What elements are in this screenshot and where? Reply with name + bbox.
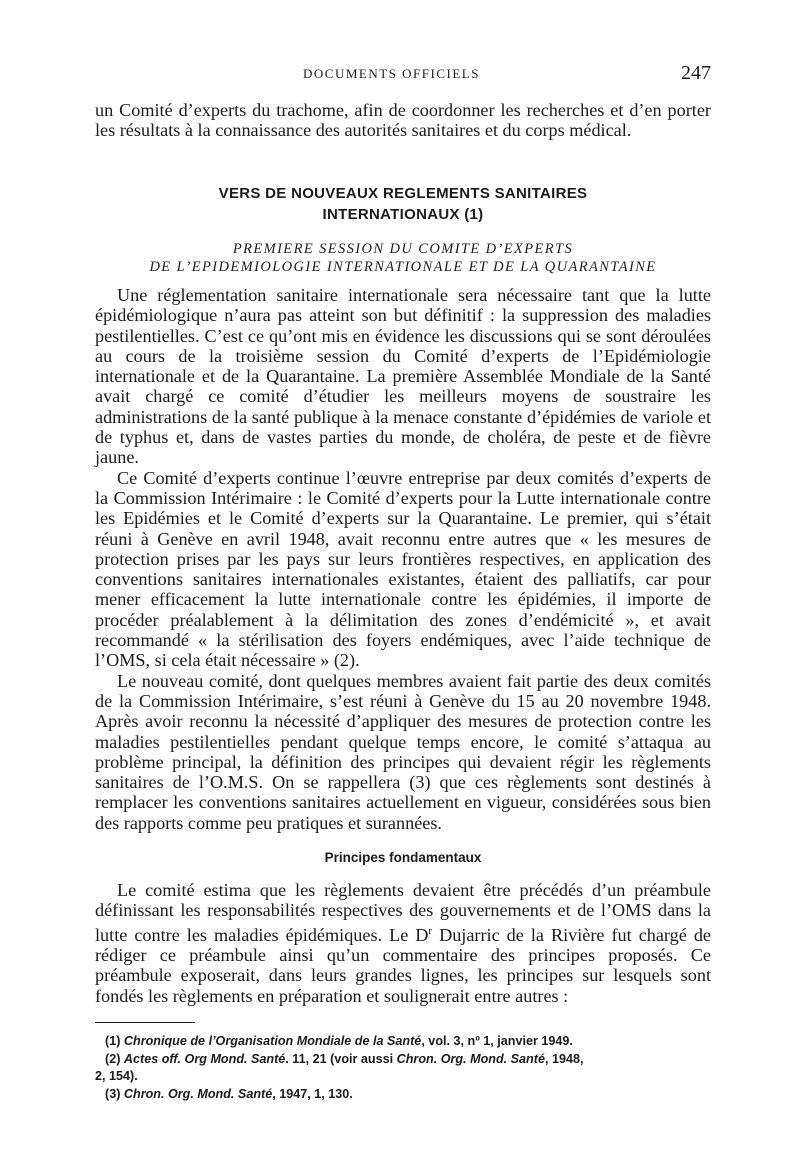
footnote-2-continuation — [95, 1068, 711, 1086]
paragraph-4-part2: Dujarric de la Rivière fut chargé de rédiger ce préambule ainsi qu’un commentaire des principes proposés. Ce préambule exposerait, dans leurs grandes lignes, les principes sur lesquels sont fondés les règlements en préparation et soulignerait entre autres : — [95, 924, 711, 1006]
footnote-2-source2: Chron. Org. Mond. Santé — [396, 1051, 545, 1066]
footnote-2-rest-line1: , 1948, — [544, 1051, 584, 1066]
subsection-title: Principes fondamentaux — [324, 850, 482, 865]
footnote-1-mark: (1) — [105, 1034, 121, 1048]
paragraph-1: Une réglementation sanitaire internationale sera nécessaire tant que la lutte épidémiologique n’aura pas atteint son but définitif : la suppression des maladies pestilentielles. C’est ce qu’ont mis en évidence les discussions qui se sont déroulées au cours de la troisième session du Comité d’experts de l’Epidémiologie internationale et de la Quarantaine. La première Assemblée Mondiale de la Santé avait chargé ce comité d’étudier les meilleurs moyens de soustraire les administrations de la santé publique à la menace constante d’épidémies de variole et de typhus et, dans de vastes parties du monde, de choléra, de peste et de fièvre jaune. — [95, 285, 711, 468]
paragraph-4-part1: Le comité estima que les règlements devaient être précédés d’un préambule définissant les responsabilités respectives des gouvernements et de l’OMS dans la lutte contre les maladies épidémiques. Le D — [95, 880, 711, 945]
paragraph-3: Le nouveau comité, dont quelques membres avaient fait partie des deux comités de la Commission Intérimaire, s’est réuni à Genève du 15 au 20 novembre 1948. Après avoir reconnu la nécessité d’appliquer des mesures de protection contre les maladies pestilentielles pendant quelque temps encore, le comité s’attaqua au problème principal, la définition des principes qui devaient régir les règlements sanitaires de l’O.M.S. On se rappellera (3) que ces règlements sont destinés à remplacer les conventions sanitaires actuellement en vigueur, considérées sous bien des rapports comme peu pratiques et surannées. — [95, 670, 711, 833]
footnote-2 — [95, 1051, 711, 1069]
section-title-line2: INTERNATIONAUX — [322, 206, 460, 223]
section-subtitle — [95, 240, 711, 276]
page-number: 247 — [681, 62, 711, 84]
footnote-2-mark: (2) — [105, 1051, 121, 1066]
subsection-heading — [95, 850, 711, 865]
intro-paragraph: un Comité d’experts du trachome, afin de coordonner les recherches et d’en porter les résultats à la connaissance des autorités sanitaires et du corps médical. — [95, 100, 711, 141]
intro-block — [95, 100, 711, 141]
section-heading — [95, 183, 711, 225]
subtitle-line1: PREMIERE SESSION DU COMITE D’EXPERTS — [232, 241, 574, 257]
footnote-1-rest: , vol. 3, nº 1, janvier 1949. — [421, 1034, 573, 1048]
paragraph-4-sup: r — [428, 924, 433, 937]
subtitle-line2: DE L’EPIDEMIOLOGIE INTERNATIONALE ET DE LA QUARANTAINE — [149, 259, 657, 275]
footnote-3 — [95, 1086, 711, 1104]
body-text-2 — [95, 880, 711, 1006]
footnote-2-rest-line2: 2, 154). — [95, 1069, 138, 1083]
footnote-3-source: Chron. Org. Mond. Santé — [123, 1086, 273, 1101]
footnote-3-rest: , 1947, 1, 130. — [272, 1086, 353, 1101]
footnotes — [95, 1033, 711, 1103]
footnote-1-source: Chronique de l’Organisation Mondiale de la Santé — [123, 1034, 422, 1048]
body-text — [95, 285, 711, 833]
footnote-2-source: Actes off. Org Mond. Santé — [123, 1051, 286, 1066]
page-header — [95, 62, 711, 86]
footnote-1 — [95, 1033, 711, 1051]
running-title: DOCUMENTS OFFICIELS — [303, 66, 480, 81]
paragraph-4 — [95, 880, 711, 1006]
footnote-3-mark: (3) — [105, 1086, 121, 1101]
footnote-rule — [95, 1022, 195, 1023]
section-title-note: (1) — [464, 206, 484, 223]
subtitle — [95, 240, 711, 276]
section-title — [95, 183, 711, 225]
section-title-line1: VERS DE NOUVEAUX REGLEMENTS SANITAIRES — [218, 185, 588, 202]
footnote-2-mid: . 11, 21 (voir aussi — [285, 1051, 397, 1066]
paragraph-2: Ce Comité d’experts continue l’œuvre entreprise par deux comités d’experts de la Commission Intérimaire : le Comité d’experts pour la Lutte internationale contre les Epidémies et le Comité d’experts sur la Quarantaine. Le premier, qui s’était réuni à Genève en avril 1948, avait reconnu entre autres que « les mesures de protection prises par les pays sur leurs frontières respectives, en application des conventions sanitaires internationales existantes, étaient des palliatifs, car pour mener efficacement la lutte internationale contre les épidémies, il importe de procéder préalablement à la délimitation des zones d’endémicité », et avait recommandé « la stérilisation des foyers endémiques, avec l’aide technique de l’OMS, si cela était nécessaire » (2). — [95, 467, 711, 671]
